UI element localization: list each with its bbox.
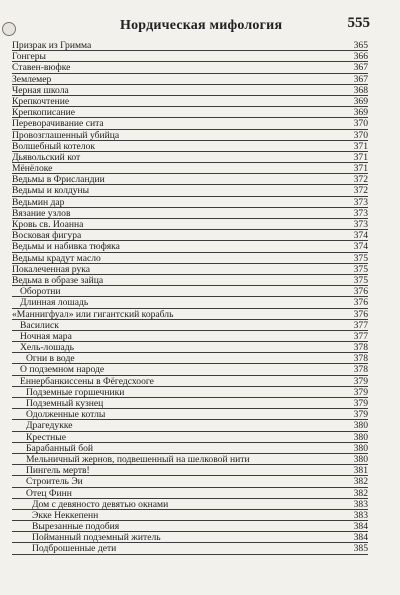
toc-entry-title: Отец Финн	[26, 487, 72, 499]
toc-entry	[12, 130, 368, 141]
toc-entry	[12, 107, 368, 118]
toc-entry-title: Крестные	[26, 431, 66, 443]
toc-entry-title: Ночная мара	[20, 330, 72, 342]
toc-entry	[12, 297, 368, 308]
toc-entry-page: 380	[353, 420, 368, 432]
toc-entry	[12, 364, 368, 375]
running-title: Нордическая мифология	[120, 18, 283, 33]
toc-entry-title: Ведьмы в Фрисландии	[12, 174, 105, 186]
page-header	[0, 0, 400, 34]
toc-entry	[12, 51, 368, 62]
toc-entry-page: 366	[353, 51, 368, 63]
toc-entry	[12, 309, 368, 320]
toc-entry-title: Оборотни	[20, 286, 61, 298]
toc-entry-title: Восковая фигура	[12, 230, 82, 242]
toc-entry	[12, 353, 368, 364]
toc-entry-page: 383	[353, 509, 368, 521]
toc-entry-page: 372	[353, 185, 368, 197]
toc-entry-page: 380	[353, 431, 368, 443]
toc-entry-page: 377	[353, 319, 368, 331]
toc-entry	[12, 230, 368, 241]
toc-entry-title: Мельничный жернов, подвешенный на шелковой нити	[26, 453, 250, 465]
toc-entry-page: 375	[353, 274, 368, 286]
toc-entry-title: Крепкописание	[12, 107, 75, 119]
toc-entry-title: Ведьма в образе зайца	[12, 274, 104, 286]
toc-entry-title: Дом с девяностo девятью окнами	[32, 498, 169, 510]
toc-entry-page: 369	[353, 95, 368, 107]
toc-entry-page: 380	[353, 442, 368, 454]
toc-entry	[12, 398, 368, 409]
toc-entry-page: 378	[353, 364, 368, 376]
toc-entry-title: Волшебный котелок	[12, 140, 96, 152]
toc-entry-title: Провозглашенный убийца	[12, 129, 120, 141]
toc-entry	[12, 141, 368, 152]
toc-entry-page: 367	[353, 73, 368, 85]
toc-entry-page: 379	[353, 409, 368, 421]
toc-entry	[12, 264, 368, 275]
toc-entry-title: Землемер	[12, 73, 52, 85]
toc-entry-title: Мёнёлоке	[12, 163, 53, 175]
toc-entry-title: Переворачивание сита	[12, 118, 104, 130]
toc-entry-page: 375	[353, 252, 368, 264]
toc-entry-title: Покалеченная рука	[12, 263, 91, 275]
toc-entry	[12, 74, 368, 85]
toc-entry-page: 365	[353, 40, 368, 51]
toc-entry-page: 373	[353, 219, 368, 230]
toc-entry	[12, 488, 368, 499]
toc-entry-title: Подземные горшечники	[26, 386, 125, 398]
toc-entry-title: Пойманный подземный житель	[32, 532, 161, 544]
toc-entry-page: 375	[353, 263, 368, 275]
toc-entry	[12, 163, 368, 174]
toc-entry-title: Крепкочтение	[12, 95, 70, 107]
toc-entry	[12, 510, 368, 521]
toc-entry	[12, 499, 368, 510]
toc-entry-page: 376	[353, 297, 368, 309]
toc-entry-title: Строитель Эи	[26, 476, 83, 488]
toc-entry	[12, 532, 368, 543]
toc-entry	[12, 152, 368, 163]
toc-entry-page: 370	[353, 129, 368, 141]
toc-entry-page: 381	[353, 465, 368, 477]
toc-entry-title: Призрак из Гримма	[12, 40, 92, 51]
toc-entry-title: Хель-лошадь	[20, 342, 75, 354]
toc-entry	[12, 387, 368, 398]
toc-entry-title: Ведьмин дар	[12, 196, 65, 208]
toc-entry-title: Одолженные котлы	[26, 409, 106, 421]
toc-entry-title: Ставен-вюфке	[12, 62, 71, 74]
toc-entry	[12, 286, 368, 297]
toc-entry-title: О подземном народе	[20, 364, 105, 376]
toc-entry-page: 384	[353, 521, 368, 533]
round-ornament-icon	[2, 22, 16, 36]
toc-entry	[12, 96, 368, 107]
toc-entry	[12, 521, 368, 532]
toc-entry-title: Подземный кузнец	[26, 398, 104, 409]
toc-entry-title: Вязание узлов	[12, 207, 71, 219]
toc-entry-page: 374	[353, 241, 368, 253]
toc-entry	[12, 275, 368, 286]
toc-entry-page: 373	[353, 207, 368, 219]
toc-entry	[12, 219, 368, 230]
toc-entry	[12, 465, 368, 476]
toc-entry-page: 369	[353, 107, 368, 119]
toc-entry	[12, 543, 368, 554]
toc-entry	[12, 342, 368, 353]
toc-entry	[12, 443, 368, 454]
toc-entry-title: Василиск	[20, 319, 59, 331]
toc-entry-page: 378	[353, 353, 368, 365]
toc-entry-title: Экке Неккепенн	[32, 509, 99, 521]
toc-entry-title: Дьявольский кот	[12, 151, 81, 163]
toc-entry-page: 371	[353, 140, 368, 152]
toc-entry-page: 370	[353, 118, 368, 130]
toc-entry	[12, 85, 368, 96]
toc-entry-title: Длинная лошадь	[20, 297, 89, 309]
toc-entry	[12, 62, 368, 73]
toc-entry-page: 379	[353, 386, 368, 398]
toc-entry-page: 368	[353, 84, 368, 96]
toc-entry-title: Гонгеры	[12, 51, 46, 63]
toc-entry	[12, 476, 368, 487]
toc-entry-page: 385	[353, 543, 368, 555]
toc-entry	[12, 197, 368, 208]
toc-entry	[12, 241, 368, 252]
toc-entry-page: 384	[353, 532, 368, 544]
toc-entry-title: Ведьмы и колдуны	[12, 185, 90, 197]
toc-entry-title: Ведьмы крадут масло	[12, 252, 101, 264]
toc-entry-page: 382	[353, 487, 368, 499]
toc-entry-page: 371	[353, 163, 368, 175]
toc-entry-page: 377	[353, 330, 368, 342]
toc-entry-title: Драгедукке	[26, 420, 73, 432]
toc-entry-page: 383	[353, 498, 368, 510]
toc-entry-page: 382	[353, 476, 368, 488]
toc-entry-title: Огни в воде	[26, 353, 75, 365]
toc-entry	[12, 208, 368, 219]
toc-entry	[12, 454, 368, 465]
toc-entry	[12, 174, 368, 185]
toc-entry-page: 379	[353, 375, 368, 387]
toc-entry	[12, 40, 368, 51]
toc-entry-title: Ведьмы и набивка тюфяка	[12, 241, 120, 253]
page-number: 555	[347, 15, 370, 31]
toc-entry	[12, 185, 368, 196]
toc-entry	[12, 376, 368, 387]
toc-entry	[12, 420, 368, 431]
toc-entry	[12, 409, 368, 420]
toc-entry-page: 376	[353, 286, 368, 298]
toc-entry-title: Вырезанные подобия	[32, 521, 120, 533]
toc-entry-title: Еннербанкиссены в Фёгедсхооге	[20, 375, 154, 387]
toc-entry-page: 372	[353, 174, 368, 186]
toc-entry-title: Кровь св. Иоанна	[12, 219, 84, 230]
toc-entry-title: Подброшенные дети	[32, 543, 117, 555]
toc-entry	[12, 432, 368, 443]
toc-entry-page: 374	[353, 230, 368, 242]
toc-entry-page: 371	[353, 151, 368, 163]
table-of-contents	[12, 40, 368, 555]
toc-entry-title: «Маннигфуал» или гигантский корабль	[12, 308, 174, 320]
toc-entry	[12, 320, 368, 331]
toc-entry-page: 380	[353, 453, 368, 465]
toc-entry-page: 373	[353, 196, 368, 208]
toc-entry-title: Барабанный бой	[26, 442, 94, 454]
toc-entry	[12, 253, 368, 264]
toc-entry	[12, 331, 368, 342]
toc-entry-page: 376	[353, 308, 368, 320]
toc-entry	[12, 118, 368, 129]
toc-entry-page: 378	[353, 342, 368, 354]
toc-entry-title: Пингель мертв!	[26, 465, 90, 477]
toc-entry-page: 379	[353, 398, 368, 409]
toc-entry-title: Черная школа	[12, 84, 69, 96]
toc-entry-page: 367	[353, 62, 368, 74]
